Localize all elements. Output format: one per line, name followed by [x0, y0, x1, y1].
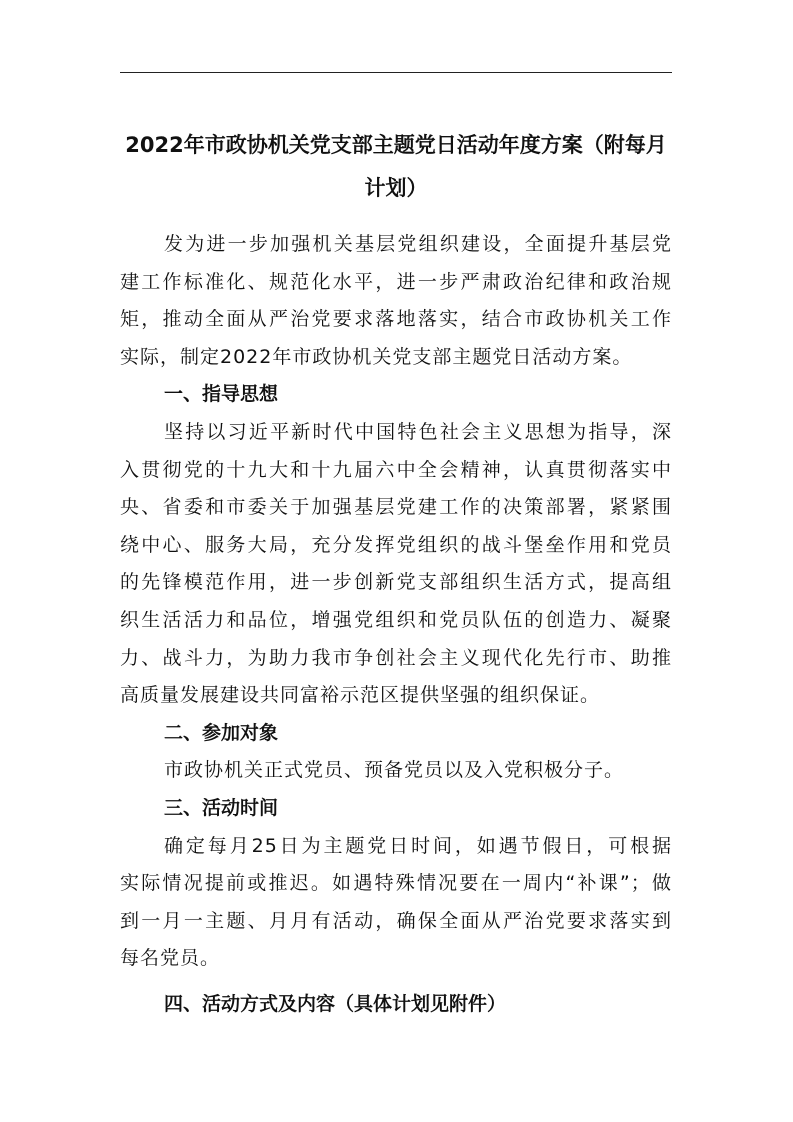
text-line: 发为进一步加强机关基层党组织建设，全面提升基层党: [164, 233, 672, 255]
text-line: 坚持以习近平新时代中国特色社会主义思想为指导，深: [164, 420, 672, 443]
title-line: 2022年市政协机关党支部主题党日活动年度方案（附每月: [125, 133, 667, 157]
text-line: 每名党员。: [120, 947, 221, 970]
section-heading: 一、指导思想: [164, 383, 279, 406]
text-line: 实际情况提前或推迟。如遇特殊情况要在一周内“补课”；做: [120, 872, 672, 895]
text-line: 市政协机关正式党员、预备党员以及入党积极分子。: [164, 759, 625, 782]
text-line: 实际，制定2022年市政协机关党支部主题党日活动方案。: [120, 345, 633, 368]
text-line: 到一月一主题、月月有活动，确保全面从严治党要求落实到: [120, 909, 672, 932]
document-title: [120, 124, 672, 210]
intro-paragraph: [120, 226, 672, 376]
title-line: 计划）: [364, 176, 428, 200]
text-line: 绕中心、服务大局，充分发挥党组织的战斗堡垒作用和党员: [120, 533, 672, 556]
text-line: 确定每月25日为主题党日时间，如遇节假日，可根据: [164, 834, 672, 857]
text-line: 织生活活力和品位，增强党组织和党员队伍的创造力、凝聚: [120, 608, 672, 631]
text-line: 高质量发展建设共同富裕示范区提供坚强的组织保证。: [120, 684, 601, 707]
header-rule: [120, 72, 672, 73]
text-line: 建工作标准化、规范化水平，进一步严肃政治纪律和政治规: [120, 270, 672, 293]
text-line: 力、战斗力，为助力我市争创社会主义现代化先行市、助推: [120, 646, 672, 669]
section-heading: 二、参加对象: [164, 721, 279, 744]
section-paragraph: [120, 414, 672, 715]
section-heading: 四、活动方式及内容（具体计划见附件）: [164, 992, 507, 1015]
document-body: [120, 226, 672, 1023]
text-line: 央、省委和市委关于加强基层党建工作的决策部署，紧紧围: [120, 496, 672, 519]
text-line: 入贯彻党的十九大和十九届六中全会精神，认真贯彻落实中: [120, 458, 672, 481]
text-line: 的先锋模范作用，进一步创新党支部组织生活方式，提高组: [120, 571, 672, 594]
section-paragraph: [120, 828, 672, 978]
section-heading: 三、活动时间: [164, 796, 279, 819]
text-line: 矩，推动全面从严治党要求落地落实，结合市政协机关工作: [120, 308, 672, 331]
